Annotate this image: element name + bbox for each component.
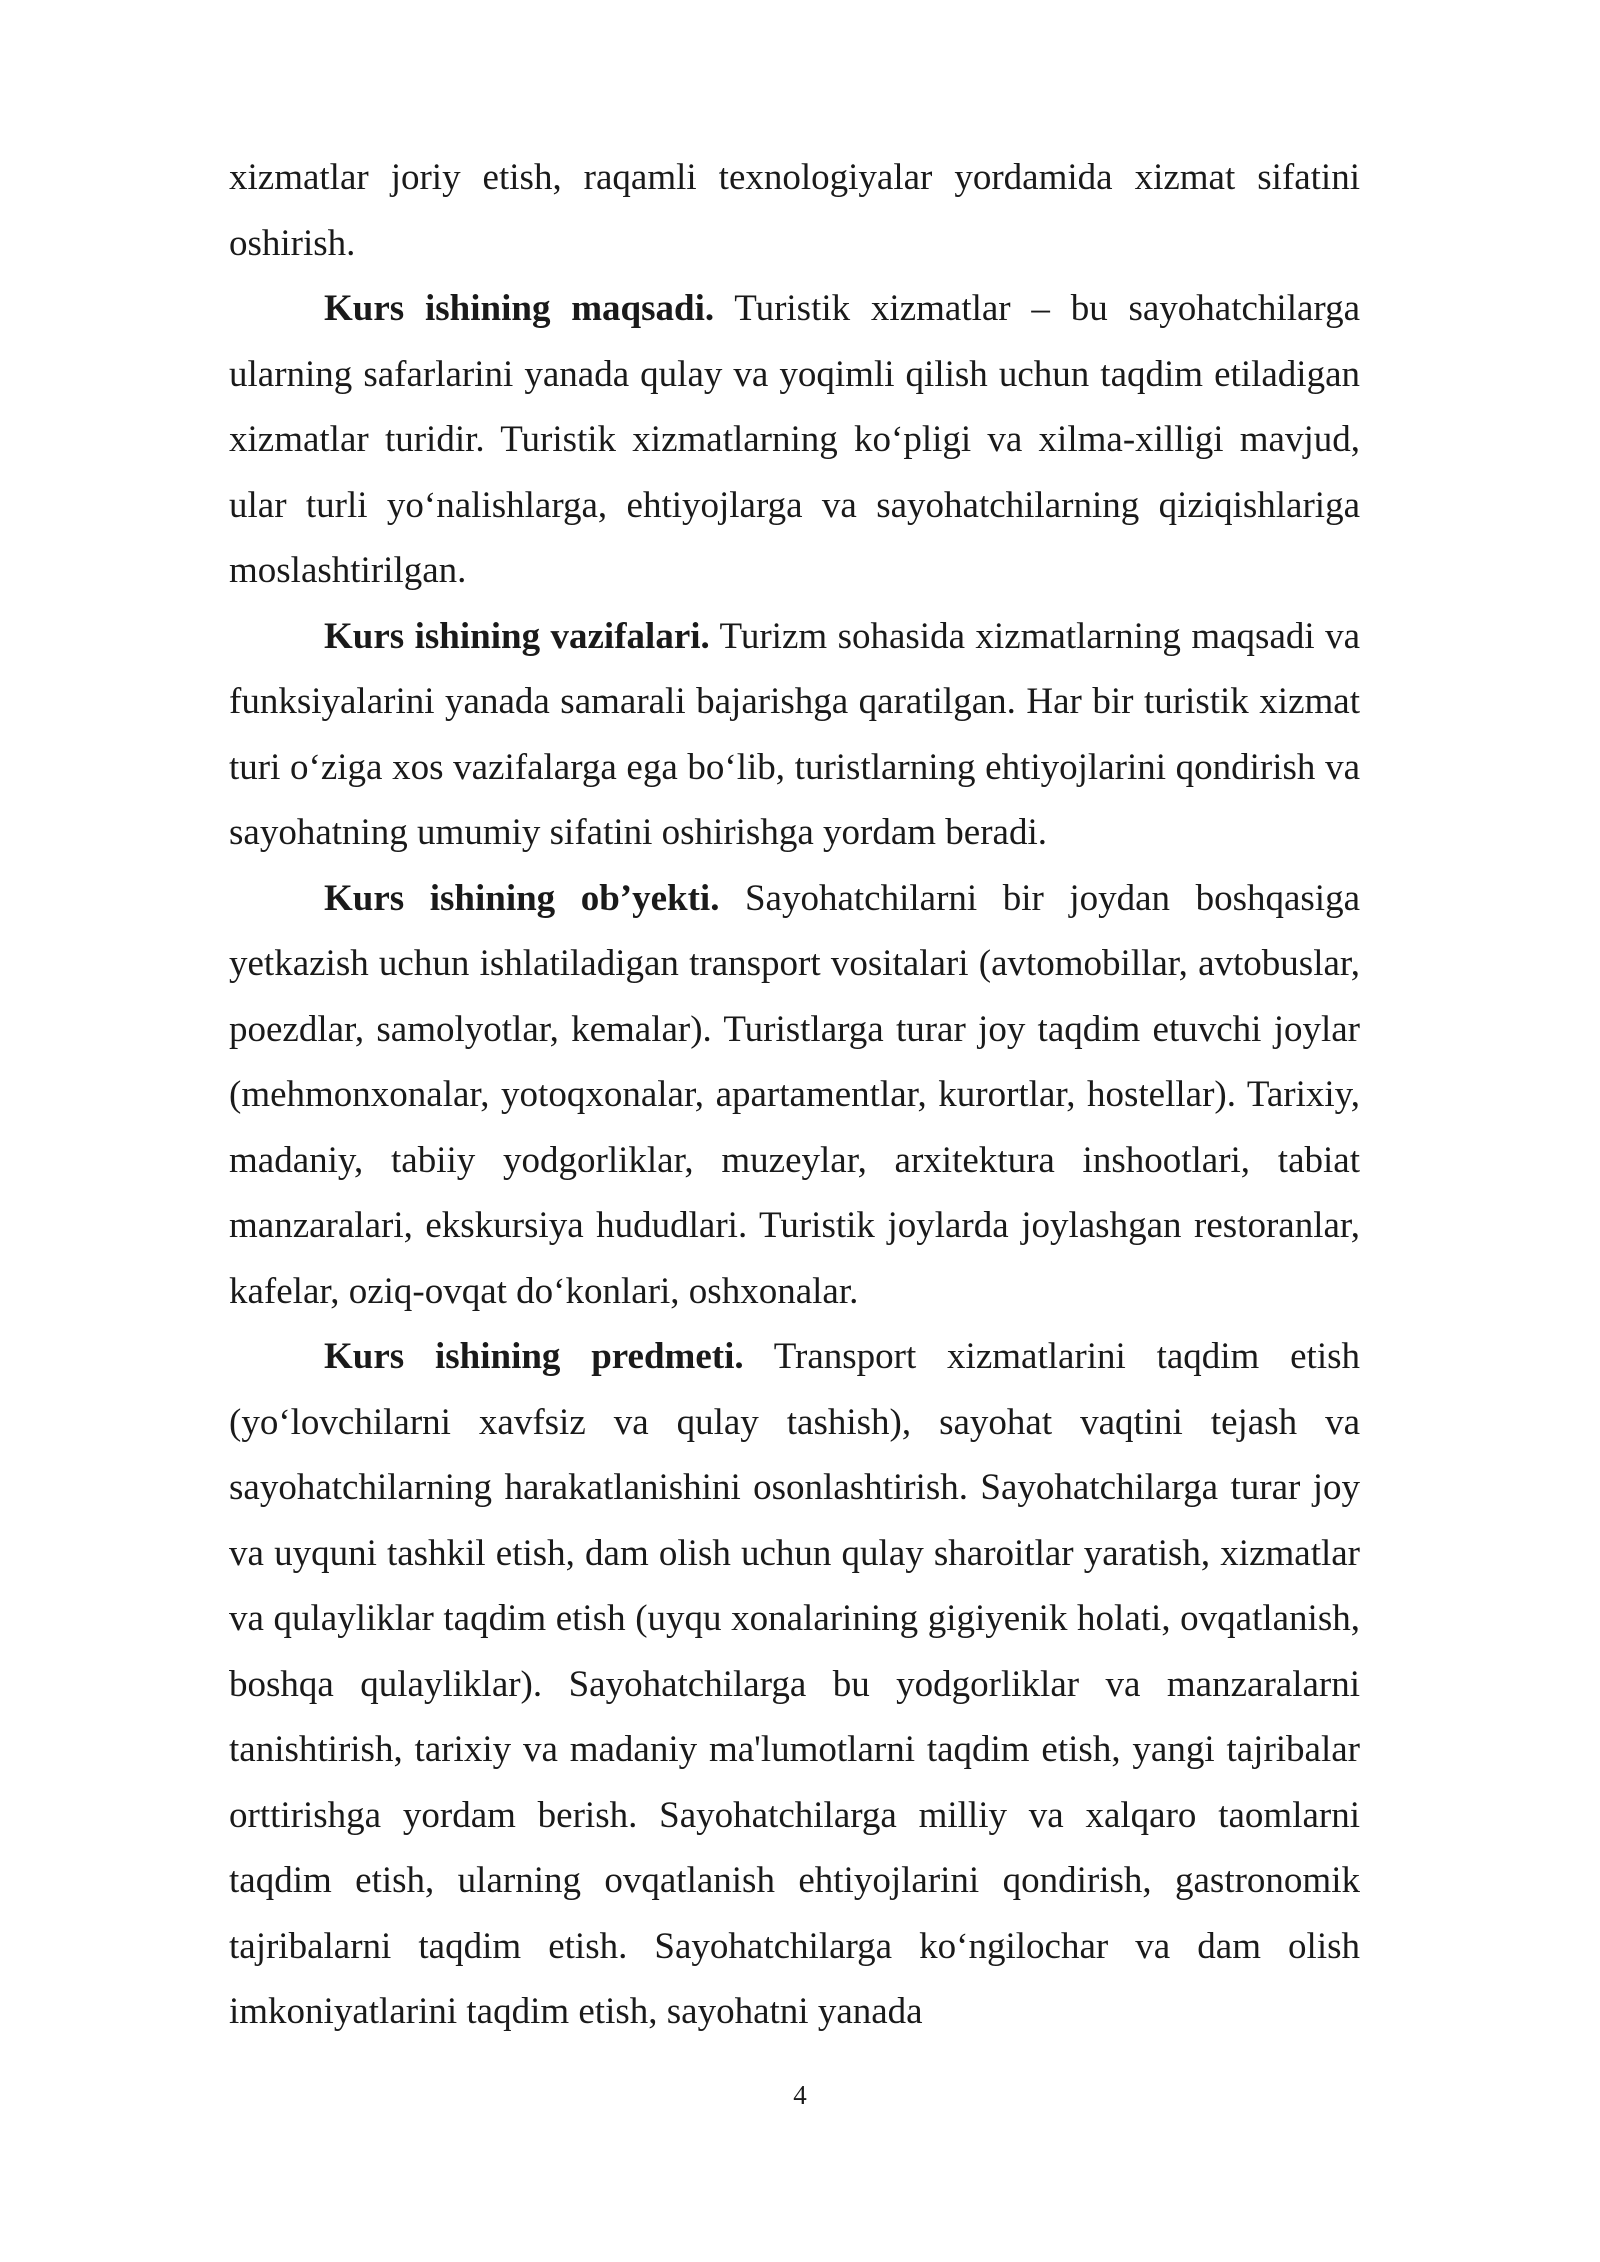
section-heading-obyekti: Kurs ishining ob’yekti. bbox=[324, 877, 720, 919]
section-heading-predmeti: Kurs ishining predmeti. bbox=[324, 1336, 744, 1377]
paragraph-maqsadi bbox=[229, 276, 1360, 604]
paragraph-vazifalari bbox=[229, 604, 1360, 866]
paragraph-obyekti bbox=[229, 866, 1360, 1325]
paragraph-continuation bbox=[229, 145, 1360, 276]
body-text bbox=[229, 145, 1360, 2045]
paragraph-text: Turizm sohasida xizmatlarning maqsadi va funksiyalarini yanada samarali bajarishga qaratilgan. Har bir turistik xizmat turi o‘ziga xos vazifalarga ega bo‘lib, turistlarning ehtiyojlarini qondirish va sayohatning umumiy sifatini oshirishga yordam beradi. bbox=[229, 615, 1361, 853]
paragraph-text: Turistik xizmatlar – bu sayohatchilarga ularning safarlarini yanada qulay va yoqimli qilish uchun taqdim etiladigan xizmatlar turidir. Turistik xizmatlarning ko‘pligi va xilma-xilligi mavjud, ular turli yo‘nalishlarga, ehtiyojlarga va sayohatchilarning qiziqishlariga moslashtirilgan. bbox=[229, 288, 1360, 591]
paragraph-text: xizmatlar joriy etish, raqamli texnologiyalar yordamida xizmat sifatini oshirish. bbox=[229, 157, 1360, 264]
page-number: 4 bbox=[793, 2080, 807, 2110]
paragraph-text: Transport xizmatlarini taqdim etish (yo‘lovchilarni xavfsiz va qulay tashish), sayohat vaqtini tejash va sayohatchilarning harakatlanishini osonlashtirish. Sayohatchilarga turar joy va uyquni tashkil etish, dam olish uchun qulay sharoitlar yaratish, xizmatlar va qulayliklar taqdim etish (uyqu xonalarining gigiyenik holati, ovqatlanish, boshqa qulayliklar). Sayohatchilarga bu yodgorliklar va manzaralarni tanishtirish, tarixiy va madaniy ma'lumotlarni taqdim etish, yangi tajribalar orttirishga yordam berish. Sayohatchilarga milliy va xalqaro taomlarni taqdim etish, ularning ovqatlanish ehtiyojlarini qondirish, gastronomik tajribalarni taqdim etish. Sayohatchilarga ko‘ngilochar va dam olish imkoniyatlarini taqdim etish, sayohatni yanada bbox=[229, 1336, 1360, 2032]
section-heading-maqsadi: Kurs ishining maqsadi. bbox=[324, 288, 715, 329]
section-heading-vazifalari: Kurs ishining vazifalari. bbox=[324, 615, 710, 657]
paragraph-predmeti bbox=[229, 1324, 1360, 2045]
paragraph-text: Sayohatchilarni bir joydan boshqasiga yetkazish uchun ishlatiladigan transport vositalari (avtomobillar, avtobuslar, poezdlar, samolyotlar, kemalar). Turistlarga turar joy taqdim etuvchi joylar (mehmonxonalar, yotoqxonalar, apartamentlar, kurortlar, hostellar). Tarixiy, madaniy, tabiiy yodgorliklar, muzeylar, arxitektura inshootlari, tabiat manzaralari, ekskursiya hududlari. Turistik joylarda joylashgan restoranlar, kafelar, oziq-ovqat do‘konlari, oshxonalar. bbox=[229, 877, 1360, 1312]
